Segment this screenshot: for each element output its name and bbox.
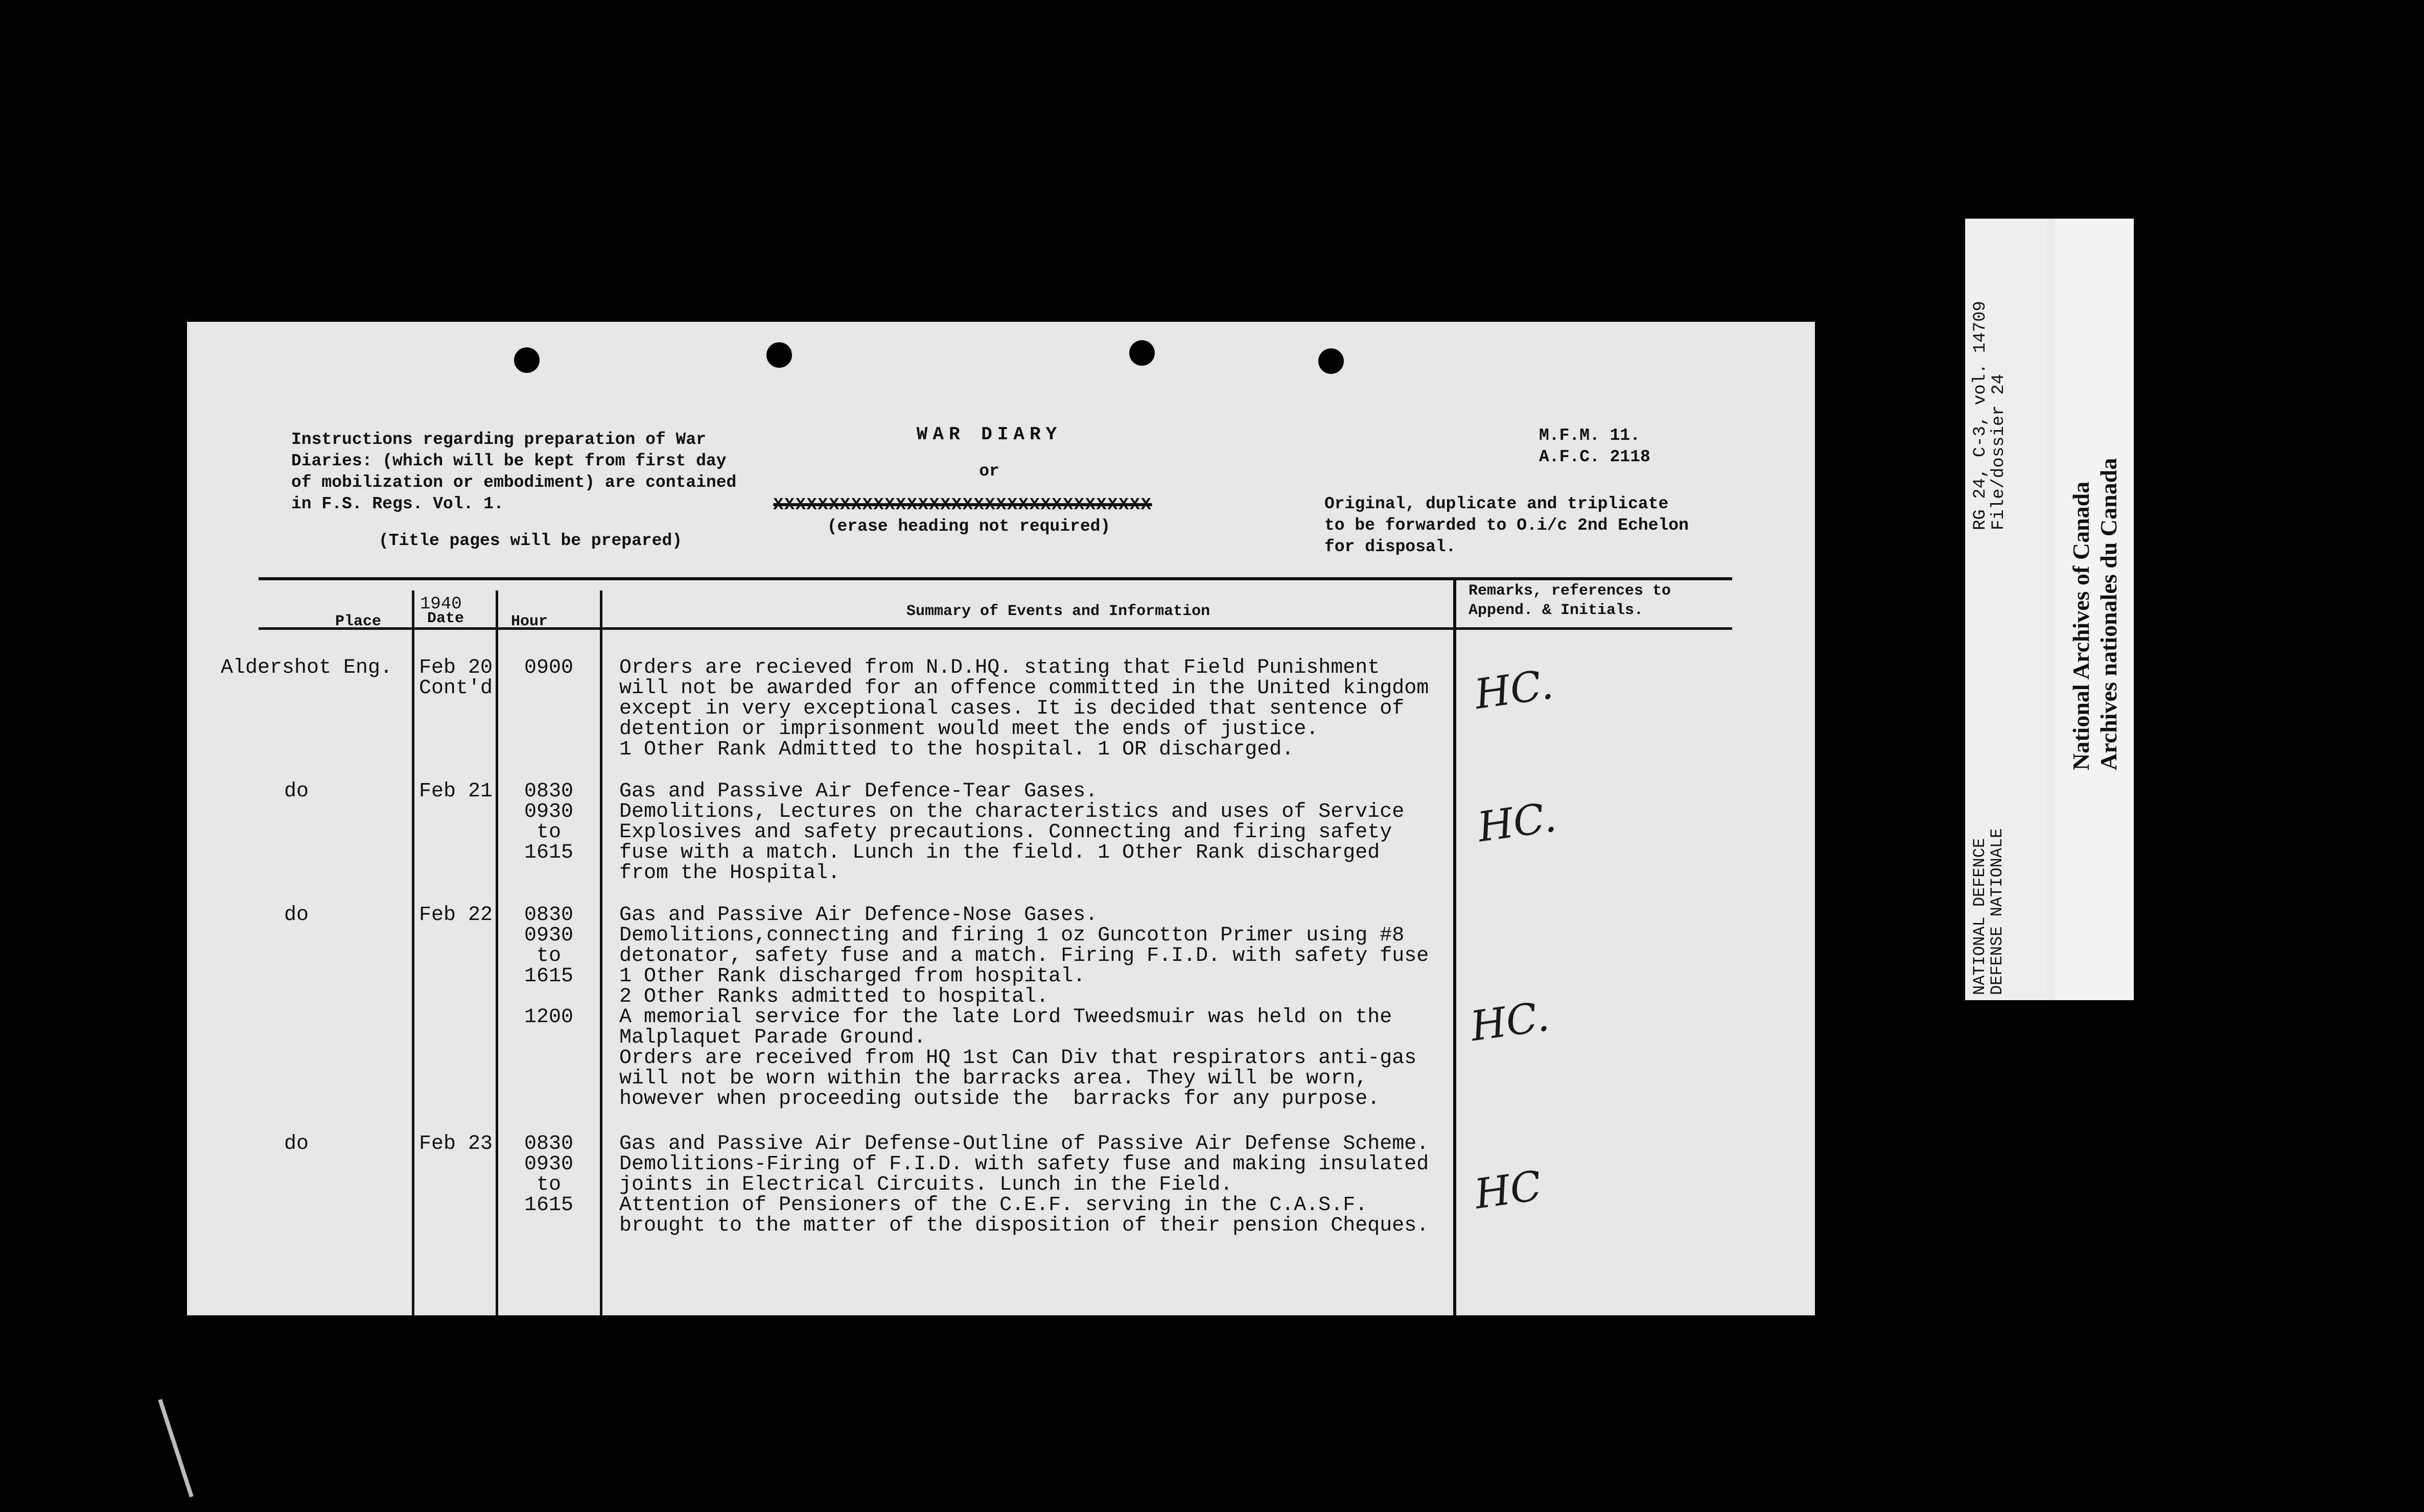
- punch-hole: [514, 347, 540, 373]
- department-stamp: NATIONAL DEFENCE DEFENSE NATIONALE: [1970, 828, 2007, 995]
- table-cell-place: do: [284, 904, 309, 927]
- header-summary: Summary of Events and Information: [906, 603, 1210, 620]
- table-top-rule: [259, 577, 1732, 580]
- archive-label-reference-strip: [1965, 219, 2047, 1000]
- initials-signature: HC.: [1467, 992, 1552, 1051]
- initials-signature: HC.: [1472, 660, 1556, 719]
- header-place: Place: [335, 613, 382, 630]
- table-header-rule: [259, 627, 1732, 630]
- struck-heading: XXXXXXXXXXXXXXXXXXXXXXXXXXXXXXXXXX: [773, 495, 1152, 514]
- column-divider: [600, 590, 602, 1315]
- instructions-text: Instructions regarding preparation of War Diaries: (which will be kept from first day of mobilization or embodiment) are contained in F.S. Regs. Vol. 1.: [291, 430, 737, 513]
- archive-label: [1965, 219, 2134, 1000]
- war-diary-page: [187, 322, 1815, 1315]
- column-divider: [1453, 580, 1456, 1315]
- punch-hole: [1129, 340, 1155, 366]
- title-pages-note: (Title pages will be prepared): [379, 531, 683, 550]
- table-cell-hour: 0830 0930 to 1615: [524, 1132, 573, 1217]
- punch-hole: [1318, 348, 1344, 374]
- table-cell-hour: 0830 0930 to 1615: [524, 780, 573, 864]
- table-cell-hour: 0830 0930 to 1615 1200: [524, 904, 573, 1029]
- erase-note: (erase heading not required): [827, 517, 1111, 536]
- archives-name-fr: Archives nationales du Canada: [2095, 458, 2122, 770]
- punch-hole: [766, 342, 792, 368]
- table-cell-hour: 0900: [524, 656, 573, 679]
- initials-signature: HC: [1472, 1162, 1545, 1218]
- header-remarks: Remarks, references to Append. & Initials.: [1469, 582, 1671, 619]
- header-hour: Hour: [511, 613, 548, 630]
- table-cell-date: Feb 20 Cont'd: [419, 656, 493, 700]
- header-date: Date: [427, 610, 464, 627]
- archive-label-name-strip: [2055, 219, 2134, 1000]
- archives-name-en: National Archives of Canada: [2068, 481, 2094, 770]
- title-or: or: [979, 462, 999, 481]
- table-cell-date: Feb 22: [419, 904, 493, 927]
- initials-signature: HC.: [1475, 793, 1559, 852]
- table-cell-summary: Gas and Passive Air Defense-Outline of Passive Air Defense Scheme. Demolitions-Firing of F.I.D. with safety fuse and making insulated joints in Electrical Circuits. Lunch in the Field. Attention of Pensioners of the C.E.F. serving in the C.A.S.F. brought to the matter of the disposition of their pension Cheques.: [619, 1132, 1429, 1237]
- table-cell-place: do: [284, 1132, 309, 1155]
- table-cell-summary: Gas and Passive Air Defence-Tear Gases. Demolitions, Lectures on the characteristics and uses of Service Explosives and safety precautions. Connecting and firing safety fuse with a match. Lunch in the field. 1 Other Rank discharged from the Hospital.: [619, 780, 1405, 885]
- form-number: M.F.M. 11. A.F.C. 2118: [1539, 426, 1650, 466]
- archive-reference: RG 24, C-3, vol. 14709 File/dossier 24: [1971, 301, 2009, 530]
- column-divider: [412, 590, 414, 1315]
- page-title: WAR DIARY: [916, 424, 1062, 445]
- table-cell-summary: Orders are recieved from N.D.HQ. stating that Field Punishment will not be awarded for an offence committed in the United kingdom except in very exceptional cases. It is decided that sentence of detention or imprisonment would meet the ends of justice. 1 Other Rank Admitted to the hospital. 1 OR discharged.: [619, 656, 1429, 761]
- column-divider: [496, 590, 498, 1315]
- table-cell-date: Feb 23: [419, 1132, 493, 1155]
- header-year: 1940: [420, 595, 462, 614]
- table-cell-place: do: [284, 780, 309, 803]
- table-cell-place: Aldershot Eng.: [221, 656, 393, 679]
- disposal-note: Original, duplicate and triplicate to be forwarded to O.i/c 2nd Echelon for disposal.: [1324, 494, 1689, 556]
- table-cell-date: Feb 21: [419, 780, 493, 803]
- table-cell-summary: Gas and Passive Air Defence-Nose Gases. Demolitions,connecting and firing 1 oz Guncotton Primer using #8 detonator, safety fuse and a match. Firing F.I.D. with safety fuse 1 Other Rank discharged from hospital. 2 Other Ranks admitted to hospital. A memorial service for the late Lord Tweedsmuir was held on the Malplaquet Parade Ground. Orders are received from HQ 1st Can Div that respirators anti-gas will not be worn within the barracks area. They will be worn, however when proceeding outside the barracks for any purpose.: [619, 904, 1429, 1111]
- scan-artifact: [158, 1399, 193, 1498]
